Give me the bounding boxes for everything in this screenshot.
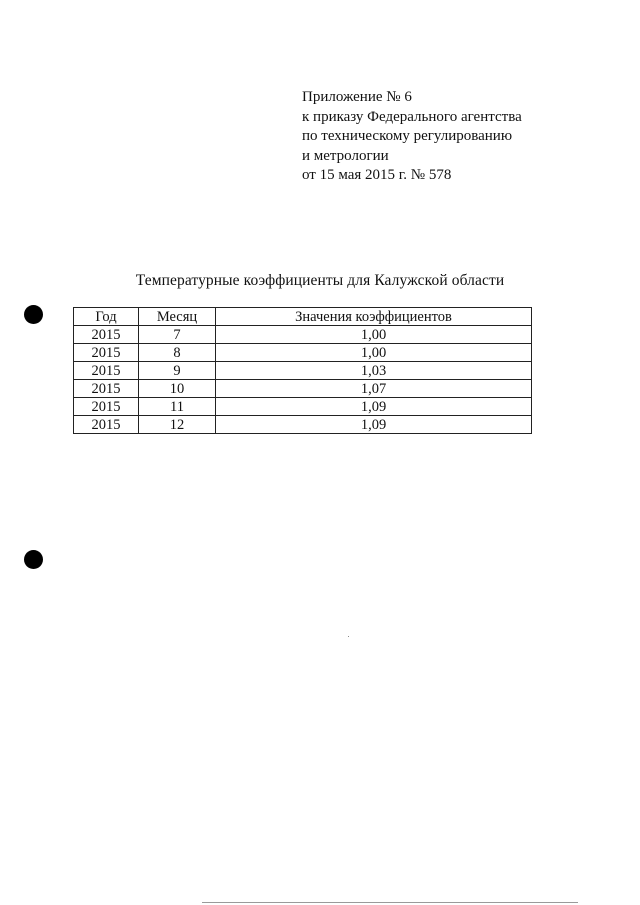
cell-year: 2015 — [74, 380, 139, 398]
cell-value: 1,09 — [216, 416, 532, 434]
table-row — [74, 326, 532, 344]
cell-month: 9 — [139, 362, 216, 380]
appendix-number: Приложение № 6 — [302, 89, 412, 105]
punch-hole-bottom — [24, 550, 43, 569]
cell-month: 10 — [139, 380, 216, 398]
coefficients-table — [73, 307, 532, 434]
cell-year: 2015 — [74, 326, 139, 344]
table-row — [74, 416, 532, 434]
appendix-agency-line-2: и метрологии — [302, 147, 389, 164]
table-row — [74, 362, 532, 380]
cell-value: 1,00 — [216, 344, 532, 362]
table-row — [74, 398, 532, 416]
table-row — [74, 380, 532, 398]
cell-month: 11 — [139, 398, 216, 416]
column-header-year: Год — [74, 308, 139, 326]
appendix-agency-line: по техническому регулированию — [302, 128, 513, 144]
table-header-row — [74, 308, 532, 326]
table-row — [74, 344, 532, 362]
appendix-header — [302, 88, 522, 186]
cell-year: 2015 — [74, 416, 139, 434]
scan-speck — [348, 636, 349, 637]
appendix-order-line: к приказу Федерального агентства — [302, 108, 522, 125]
cell-value: 1,09 — [216, 398, 532, 416]
scan-bottom-edge — [202, 902, 578, 903]
cell-month: 12 — [139, 416, 216, 434]
punch-hole-top — [24, 305, 43, 324]
cell-year: 2015 — [74, 362, 139, 380]
appendix-date-line: от 15 мая 2015 г. № 578 — [302, 167, 452, 183]
cell-value: 1,00 — [216, 326, 532, 344]
document-title: Температурные коэффициенты для Калужской области — [135, 272, 505, 289]
cell-year: 2015 — [74, 344, 139, 362]
cell-value: 1,07 — [216, 380, 532, 398]
column-header-values: Значения коэффициентов — [216, 308, 532, 326]
cell-year: 2015 — [74, 398, 139, 416]
cell-month: 7 — [139, 326, 216, 344]
column-header-month: Месяц — [139, 308, 216, 326]
cell-month: 8 — [139, 344, 216, 362]
cell-value: 1,03 — [216, 362, 532, 380]
